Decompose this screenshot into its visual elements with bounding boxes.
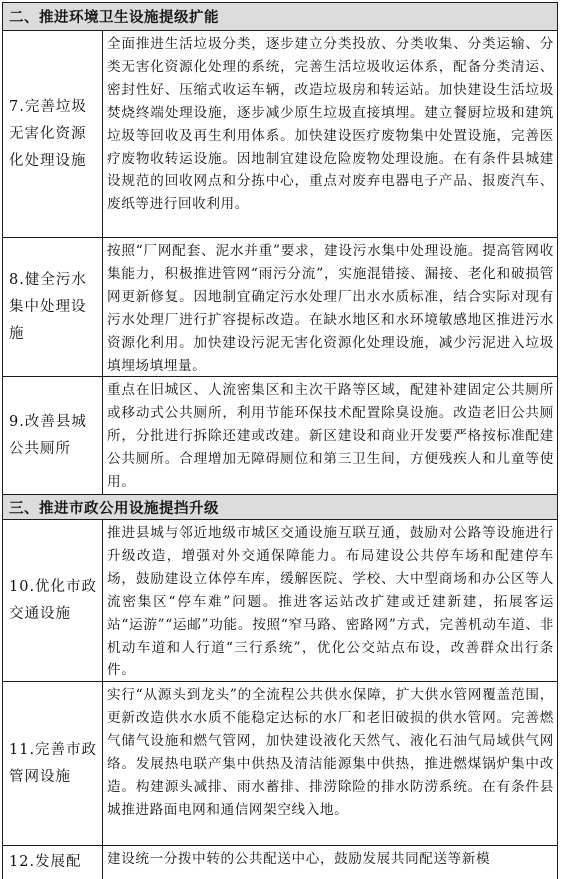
- section-title: 三、推进市政公用设施提挡升级: [9, 500, 219, 517]
- item-label: 12.发展配: [3, 846, 103, 879]
- item-content: 推进县城与邻近地级市城区交通设施互联互通，鼓励对公路等设施进行升级改造，增强对外交通保障能力。布局建设公共停车场和配建停车场，鼓励建设立体停车库，缓解医院、学校、大中型商场和办公区等人流密集区“停车难”问题。推进客运站改扩建或迁建新建，拓展客运站“运游”“运邮”功能。按照“窄马路、密路网”方式，完善机动车道、非机动车道和人行道“三行系统”，优化公交站点布设，改善群众出行条件。: [107, 525, 554, 679]
- item-label: 8.健全污水集中处理设施: [3, 238, 103, 376]
- section-header-municipal: [2, 494, 558, 520]
- table-row-item-12: [2, 845, 558, 879]
- table-row-item-8: [2, 237, 558, 377]
- table-row-item-10: [2, 519, 558, 682]
- item-content: 重点在旧城区、人流密集区和主次干路等区域，配建补建固定公共厕所或移动式公共厕所，利用节能环保技术配置除臭设施。改造老旧公共厕所，分批进行拆除还建或改建。新区建设和商业开发要严格按标准配建公共厕所。合理增加无障碍厕位和第三卫生间，方便残疾人和儿童等使用。: [107, 382, 554, 490]
- item-label: 7.完善垃圾无害化资源化处理设施: [3, 31, 103, 237]
- table-row-item-7: [2, 30, 558, 238]
- item-content: 全面推进生活垃圾分类，逐步建立分类投放、分类收集、分类运输、分类无害化资源化处理的系统，完善生活垃圾收运体系，配备分类清运、密封性好、压缩式收运车辆，改造垃圾房和转运站。加快建设生活垃圾焚烧终端处理设施，逐步减少原生垃圾直接填埋。建立餐厨垃圾和建筑垃圾等回收及再生利用体系。加快建设医疗废物集中处置设施，完善医疗废物收转运设施。因地制宜建设危险废物处理设施。在有条件县城建设规范的回收网点和分拣中心，重点对废弃电器电子产品、报废汽车、废纸等进行回收利用。: [107, 36, 554, 213]
- item-label: 11.完善市政管网设施: [3, 682, 103, 845]
- table-row-item-11: [2, 681, 558, 846]
- item-content: 建设统一分拨中转的公共配送中心，鼓励发展共同配送等新模: [107, 851, 491, 867]
- item-label: 10.优化市政交通设施: [3, 520, 103, 681]
- section-header-environment: [2, 2, 558, 31]
- table-row-item-9: [2, 376, 558, 495]
- item-label: 9.改善县城公共厕所: [3, 377, 103, 494]
- item-content: 实行“从源头到龙头”的全流程公共供水保障，扩大供水管网覆盖范围，更新改造供水水质不能稳定达标的水厂和老旧破损的供水管网。完善燃气储气设施和燃气管网，加快建设液化天然气、液化石油气局域供气网络。发展热电联产集中供热及清洁能源集中供热，推进燃煤锅炉集中改造。构建源头减排、雨水蓄排、排涝除险的排水防涝系统。在有条件县城推进路面电网和通信网架空线入地。: [107, 687, 554, 818]
- section-title: 二、推进环境卫生设施提级扩能: [9, 10, 219, 26]
- item-content: 按照“厂网配套、泥水并重”要求，建设污水集中处理设施。提高管网收集能力，积极推进管网“雨污分流”，实施混错接、漏接、老化和破损管网更新修复。因地制宜确定污水处理厂出水水质标准，结合实际对现有污水处理厂进行扩容提标改造。在缺水地区和水环境敏感地区推进污水资源化利用。加快建设污泥无害化资源化处理设施，减少污泥进入垃圾填埋场填埋量。: [107, 243, 554, 374]
